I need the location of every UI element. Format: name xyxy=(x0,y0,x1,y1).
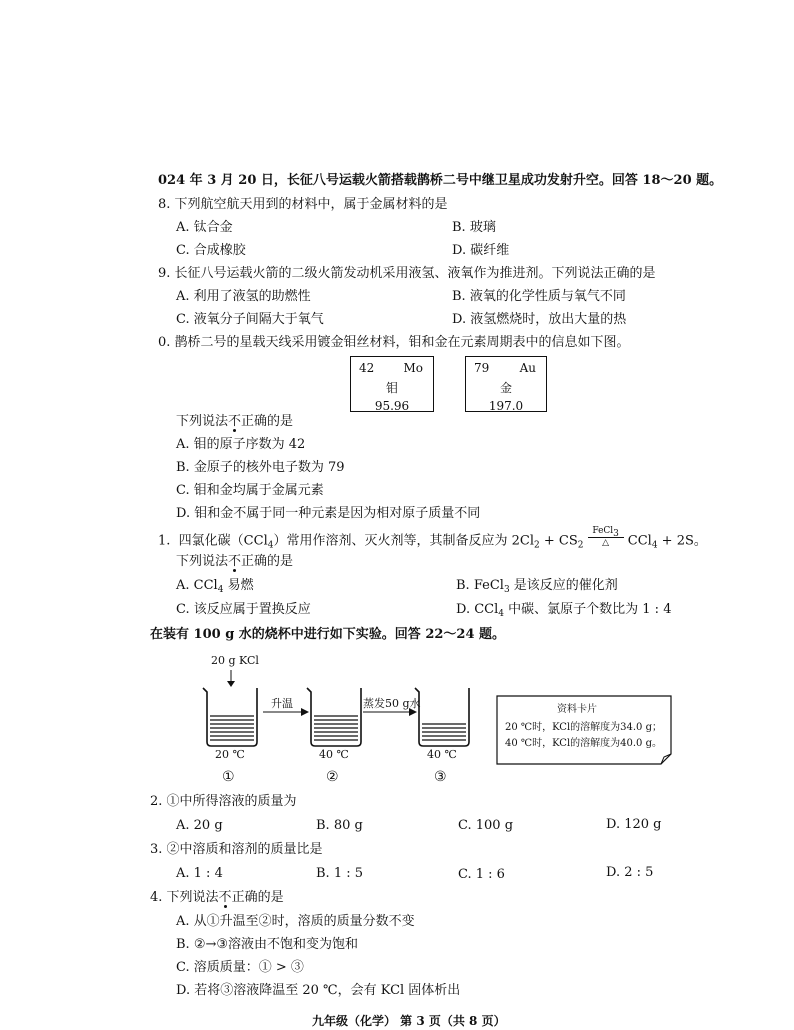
page-footer: 九年级（化学） 第 3 页（共 8 页） xyxy=(312,1014,506,1028)
section-intro-22-24: 在装有 100 g 水的烧杯中进行如下实验。回答 22～24 题。 xyxy=(150,627,506,642)
section-intro-18-20: 024 年 3 月 20 日，长征八号运载火箭搭载鹊桥二号中继卫星成功发射升空。回答 18～20 题。 xyxy=(158,173,723,188)
element-name: 金 xyxy=(499,381,512,395)
atomic-mass: 197.0 xyxy=(488,399,524,413)
q21-option-b[interactable]: B. FeCl$_3$ 是该反应的催化剂 xyxy=(456,578,618,595)
info-card xyxy=(497,696,671,764)
q23-option-b[interactable]: B. 1 : 5 xyxy=(316,866,364,881)
question-20-stem: 0. 鹊桥二号的星载天线采用镀金钼丝材料，钼和金在元素周期表中的信息如下图。 xyxy=(158,335,630,350)
q19-option-b[interactable]: B. 液氧的化学性质与氧气不同 xyxy=(452,289,626,304)
q21-option-a[interactable]: A. CCl$_4$ 易燃 xyxy=(176,578,254,595)
beaker-1-number: ① xyxy=(222,769,235,785)
q23-option-a[interactable]: A. 1 : 4 xyxy=(176,866,223,881)
q22-option-b[interactable]: B. 80 g xyxy=(316,818,363,833)
element-card-gold xyxy=(465,356,547,412)
q21-sub-stem: 下列说法不正确的是 xyxy=(176,554,294,569)
arrow-evaporate-label: 蒸发50 g水 xyxy=(363,697,421,710)
q24-option-a[interactable]: A. 从①升温至②时，溶质的质量分数不变 xyxy=(176,914,415,929)
q18-option-c[interactable]: C. 合成橡胶 xyxy=(176,243,246,258)
info-card-line-2: 40 ℃时，KCl的溶解度为40.0 g。 xyxy=(505,738,662,749)
q19-option-d[interactable]: D. 液氢燃烧时，放出大量的热 xyxy=(452,312,627,327)
question-23-stem: 3. ②中溶质和溶剂的质量比是 xyxy=(150,842,323,857)
q24-option-d[interactable]: D. 若将③溶液降温至 20 ℃，会有 KCl 固体析出 xyxy=(176,983,461,998)
arrow-heat-label: 升温 xyxy=(271,697,293,710)
q22-option-d[interactable]: D. 120 g xyxy=(606,817,662,832)
q18-option-a[interactable]: A. 钛合金 xyxy=(176,220,233,235)
q21-option-d[interactable]: D. CCl$_4$ 中碳、氯原子个数比为 1 : 4 xyxy=(456,602,672,619)
q22-option-a[interactable]: A. 20 g xyxy=(176,818,223,833)
kcl-addition-label: 20 g KCl xyxy=(211,654,259,667)
beaker-2-temp: 40 ℃ xyxy=(319,748,349,761)
q23-option-c[interactable]: C. 1 : 6 xyxy=(458,867,505,882)
beaker-3 xyxy=(415,688,469,746)
beaker-3-number: ③ xyxy=(434,769,447,785)
question-18-stem: 8. 下列航空航天用到的材料中，属于金属材料的是 xyxy=(158,197,448,212)
info-card-line-1: 20 ℃时，KCl的溶解度为34.0 g； xyxy=(505,722,662,733)
question-19-stem: 9. 长征八号运载火箭的二级火箭发动机采用液氢、液氧作为推进剂。下列说法正确的是 xyxy=(158,266,656,281)
q24-option-b[interactable]: B. ②→③溶液由不饱和变为饱和 xyxy=(176,937,359,952)
beaker-1-temp: 20 ℃ xyxy=(215,748,245,761)
q24-option-c[interactable]: C. 溶质质量：① > ③ xyxy=(176,960,304,975)
q20-option-c[interactable]: C. 钼和金均属于金属元素 xyxy=(176,483,324,498)
atomic-number: 42 xyxy=(359,361,375,375)
element-symbol: Mo xyxy=(403,361,423,375)
element-symbol: Au xyxy=(519,361,536,375)
q19-option-c[interactable]: C. 液氧分子间隔大于氧气 xyxy=(176,312,324,327)
question-21-stem: 1. 四氯化碳（CCl$_4$）常用作溶剂、灭火剂等，其制备反应为 $2Cl_2 + CS_2$ $\frac{FeCl_3}{\triangle}$ CCl$_4$ + 2S。 xyxy=(158,526,707,551)
q22-option-c[interactable]: C. 100 g xyxy=(458,818,514,833)
beaker-2-number: ② xyxy=(326,769,339,785)
q20-sub-stem: 下列说法不正确的是 xyxy=(176,414,294,429)
beaker-3-temp: 40 ℃ xyxy=(427,748,457,761)
q21-option-c[interactable]: C. 该反应属于置换反应 xyxy=(176,602,311,617)
q18-option-d[interactable]: D. 碳纤维 xyxy=(452,243,510,258)
element-name: 钼 xyxy=(385,381,398,395)
info-card-title: 资料卡片 xyxy=(557,704,597,715)
atomic-number: 79 xyxy=(474,361,490,375)
q18-option-b[interactable]: B. 玻璃 xyxy=(452,220,496,235)
q20-option-a[interactable]: A. 钼的原子序数为 42 xyxy=(176,437,306,452)
experiment-diagram xyxy=(195,650,675,790)
atomic-mass: 95.96 xyxy=(374,399,410,413)
question-24-stem: 4. 下列说法不正确的是 xyxy=(150,890,284,905)
beaker-2 xyxy=(307,688,361,746)
beaker-1 xyxy=(203,688,257,746)
element-card-molybdenum xyxy=(350,356,434,412)
q20-option-b[interactable]: B. 金原子的核外电子数为 79 xyxy=(176,460,345,475)
question-22-stem: 2. ①中所得溶液的质量为 xyxy=(150,794,297,809)
q20-option-d[interactable]: D. 钼和金不属于同一种元素是因为相对原子质量不同 xyxy=(176,506,481,521)
q19-option-a[interactable]: A. 利用了液氢的助燃性 xyxy=(176,289,311,304)
q23-option-d[interactable]: D. 2 : 5 xyxy=(606,865,654,880)
reaction-condition: $\frac{FeCl_3}{\triangle}$ xyxy=(588,526,624,548)
